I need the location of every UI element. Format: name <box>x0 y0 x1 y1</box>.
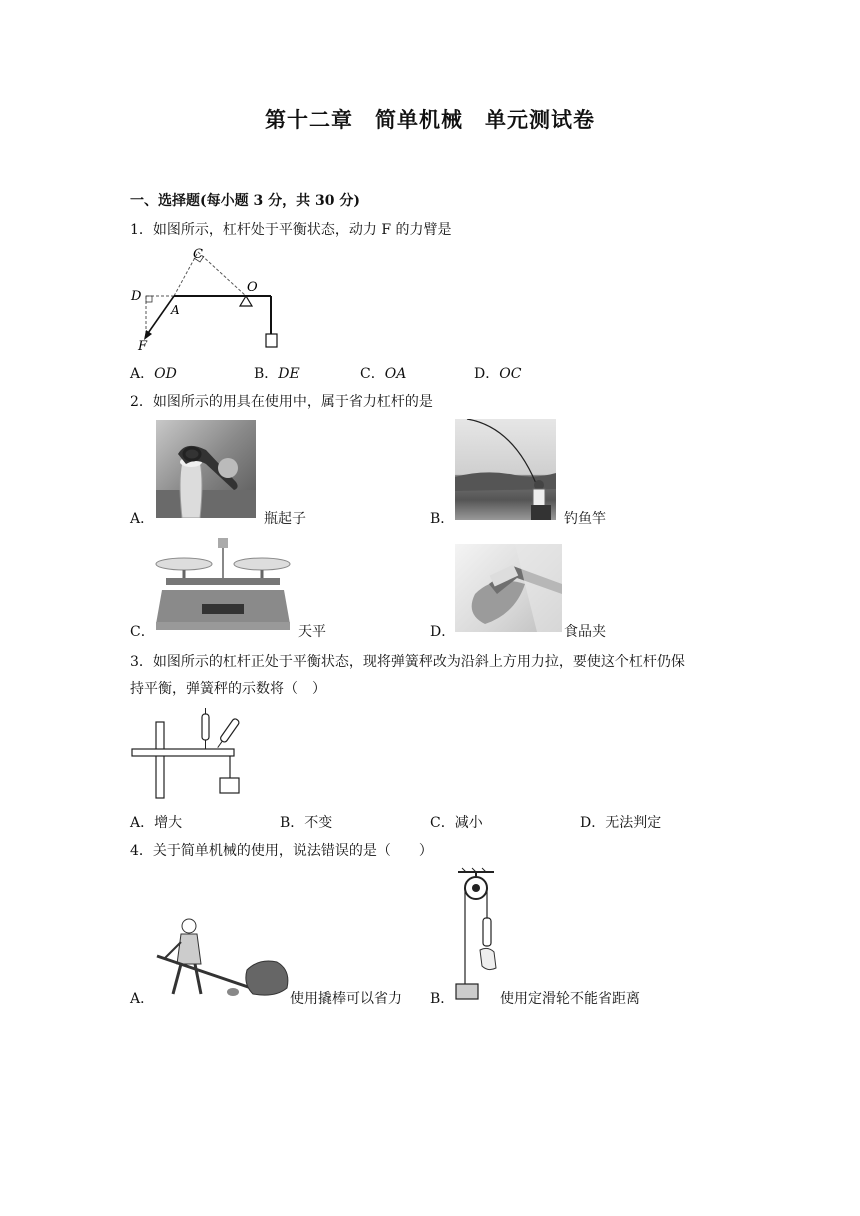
label-f: F <box>138 339 148 354</box>
q2-option-a-letter[interactable]: A． <box>130 511 155 527</box>
q1-option-c[interactable]: C．OA <box>360 366 407 382</box>
q2-option-c-caption: 天平 <box>298 624 326 640</box>
q3-stem-line2: 持平衡，弹簧秤的示数将（ ） <box>130 681 326 697</box>
q2-option-b-letter[interactable]: B． <box>430 511 455 527</box>
q2-stem: 2．如图所示的用具在使用中，属于省力杠杆的是 <box>130 394 433 410</box>
q3-option-b[interactable]: B．不变 <box>280 815 333 831</box>
q2-option-c-letter[interactable]: C． <box>130 624 155 640</box>
label-c: C <box>193 247 203 262</box>
q3-option-a[interactable]: A．增大 <box>130 815 183 831</box>
food-tongs-image <box>455 544 562 632</box>
q3-option-c[interactable]: C．减小 <box>430 815 483 831</box>
q1-option-d[interactable]: D．OC <box>474 366 522 382</box>
q2-option-b-caption: 钓鱼竿 <box>564 511 606 527</box>
label-a: A <box>171 303 180 317</box>
fishing-rod-image <box>455 419 556 520</box>
q2-option-d-caption: 食品夹 <box>564 624 606 640</box>
q4-option-a-letter[interactable]: A． <box>130 991 155 1007</box>
page-title: 第十二章 简单机械 单元测试卷 <box>265 107 595 132</box>
label-d: D <box>131 289 142 304</box>
q1-option-b[interactable]: B．DE <box>254 366 300 382</box>
q2-option-a-caption: 瓶起子 <box>264 511 306 527</box>
q1-option-a[interactable]: A．OD <box>130 366 177 382</box>
q1-stem: 1．如图所示，杠杆处于平衡状态，动力 F 的力臂是 <box>130 222 452 238</box>
label-o: O <box>247 280 258 295</box>
q1-lever-diagram <box>128 244 288 354</box>
fixed-pulley-image <box>452 868 508 1002</box>
q4-stem: 4．关于简单机械的使用，说法错误的是（ ） <box>130 843 433 859</box>
q3-lever-diagram <box>128 708 248 798</box>
crowbar-image <box>155 912 290 1002</box>
section-heading: 一、选择题(每小题 3 分，共 30 分) <box>130 193 360 209</box>
q3-stem-line1: 3．如图所示的杠杆正处于平衡状态，现将弹簧秤改为沿斜上方用力拉，要使这个杠杆仍保 <box>130 654 685 670</box>
balance-scale-image <box>152 534 294 634</box>
bottle-opener-image <box>156 420 256 518</box>
q2-option-d-letter[interactable]: D． <box>430 624 456 640</box>
q4-option-b-caption: 使用定滑轮不能省距离 <box>500 991 640 1007</box>
q3-option-d[interactable]: D．无法判定 <box>580 815 662 831</box>
q4-option-a-caption: 使用撬棒可以省力 <box>290 991 402 1007</box>
q4-option-b-letter[interactable]: B． <box>430 991 455 1007</box>
